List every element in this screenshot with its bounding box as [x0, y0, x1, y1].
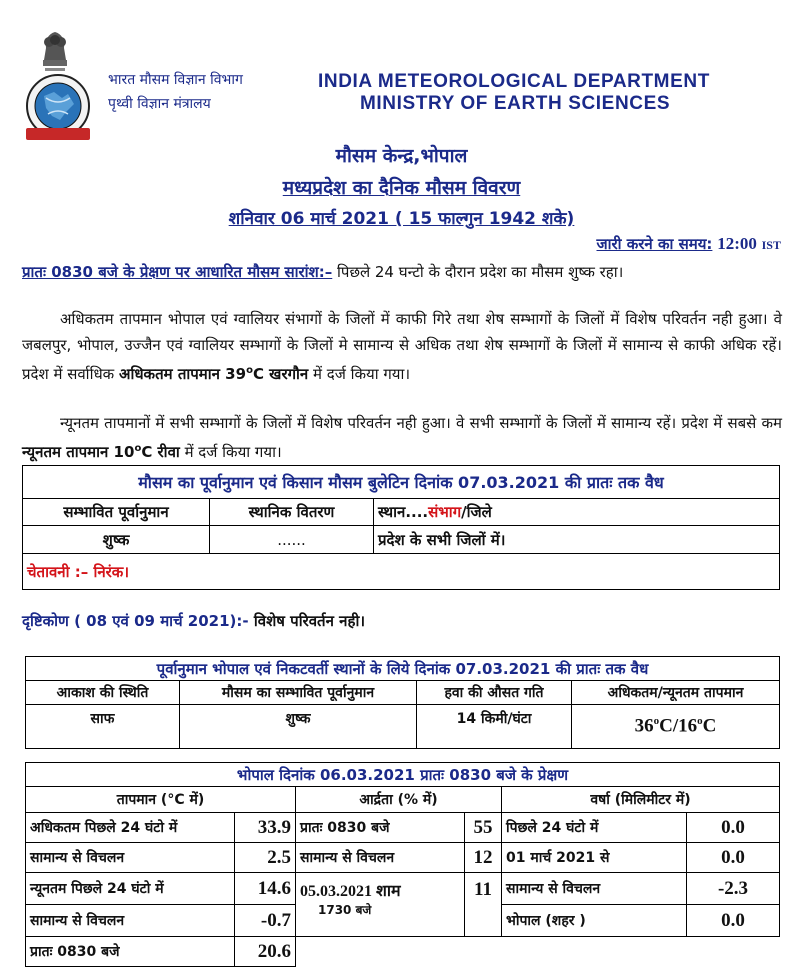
bhopal-temp-min-unit: C [702, 715, 717, 737]
obs-humidity-label: सामान्य से विचलन [296, 843, 465, 873]
header-english-line2: MINISTRY OF EARTH SCIENCES [360, 93, 671, 114]
forecast-col-location-division: संभाग [428, 503, 462, 521]
min-temp-highlight-post: C रीवा [141, 443, 180, 461]
min-temp-paragraph [22, 410, 782, 465]
obs-rain-header: वर्षा (मिलिमीटर में) [502, 787, 780, 813]
header-hindi-line2: पृथ्वी विज्ञान मंत्रालय [108, 96, 211, 112]
max-temp-highlight-post: C खरगौन [252, 365, 309, 383]
forecast-table-title: मौसम का पूर्वानुमान एवं किसान मौसम बुलेटिन दिनांक 07.03.2021 की प्रातः तक वैध [23, 466, 780, 499]
obs-rain-value: 0.0 [687, 905, 780, 937]
obs-rain-value: -2.3 [687, 873, 780, 905]
obs-temp-value: 20.6 [235, 937, 296, 967]
obs-humidity-evening-time: 1730 बजे [318, 903, 372, 917]
obs-temp-value: 33.9 [235, 813, 296, 843]
obs-humidity-value: 55 [465, 813, 502, 843]
outlook-label: दृष्टिकोण ( 08 एवं 09 मार्च 2021):- [22, 612, 249, 630]
forecast-col-distribution: स्थानिक वितरण [210, 499, 374, 526]
issue-time-label: जारी करने का समय: [596, 235, 713, 253]
min-temp-tail: में दर्ज किया गया। [179, 443, 282, 461]
max-temp-highlight [119, 365, 308, 383]
min-temp-highlight-pre: न्यूनतम तापमान 10 [22, 443, 135, 461]
obs-humidity-value: 12 [465, 843, 502, 873]
obs-rain-label: 01 मार्च 2021 से [502, 843, 687, 873]
obs-temp-label: अधिकतम पिछले 24 घंटो में [26, 813, 235, 843]
bhopal-cell-sky: साफ [26, 705, 180, 749]
obs-temp-label: सामान्य से विचलन [26, 905, 235, 937]
obs-rain-value: 0.0 [687, 843, 780, 873]
bhopal-forecast-table [25, 656, 780, 749]
obs-humidity-label: प्रातः 0830 बजे [296, 813, 465, 843]
forecast-cell-expected: शुष्क [23, 526, 210, 554]
forecast-col-expected: सम्भावित पूर्वानुमान [23, 499, 210, 526]
obs-rain-label: भोपाल (शहर ) [502, 905, 687, 937]
issue-time-value: 12:00 [717, 234, 757, 253]
summary-paragraph [22, 259, 782, 285]
bhopal-col-wind: हवा की औसत गति [417, 681, 572, 705]
forecast-col-location [374, 499, 780, 526]
obs-temp-label: प्रातः 0830 बजे [26, 937, 235, 967]
obs-humidity-header: आर्द्रता (% में) [296, 787, 502, 813]
outlook-text: विशेष परिवर्तन नही। [248, 612, 366, 630]
forecast-table [22, 465, 780, 590]
obs-temp-header: तापमान (°C में) [26, 787, 296, 813]
report-title: मध्यप्रदेश का दैनिक मौसम विवरण [282, 177, 521, 199]
max-temp-degree: o [246, 365, 253, 376]
max-temp-tail: में दर्ज किया गया। [308, 365, 411, 383]
min-temp-text: न्यूनतम तापमानों में सभी सम्भागों के जिलों में विशेष परिवर्तन नही हुआ। वे सभी सम्भागों के जिलों में सामान्य रहें। प्रदेश में सबसे कम [60, 414, 782, 432]
obs-humidity-value: 11 [465, 873, 502, 937]
obs-temp-value: -0.7 [235, 905, 296, 937]
bhopal-col-temp: अधिकतम/न्यूनतम तापमान [572, 681, 780, 705]
obs-humidity-evening [296, 873, 465, 937]
obs-temp-label: सामान्य से विचलन [26, 843, 235, 873]
observation-table [25, 762, 780, 967]
max-temp-highlight-pre: अधिकतम तापमान 39 [118, 365, 247, 383]
min-temp-degree: o [134, 443, 142, 454]
centre-title: मौसम केन्द्र,भोपाल [335, 145, 468, 167]
obs-rain-label: पिछले 24 घंटो में [502, 813, 687, 843]
max-temp-paragraph [22, 306, 782, 387]
bhopal-temp-min-degree: o [697, 715, 703, 728]
bhopal-cell-temp: 36$^o$C/16$^o$C [572, 705, 780, 749]
forecast-col-location-post: /जिले [461, 503, 492, 521]
obs-rain-value: 0.0 [687, 813, 780, 843]
obs-humidity-evening-date: 05.03.2021 शाम [300, 883, 401, 900]
imd-logo [16, 72, 100, 142]
bhopal-cell-weather: शुष्क [180, 705, 417, 749]
obs-temp-label: न्यूनतम पिछले 24 घंटो में [26, 873, 235, 905]
forecast-cell-location: प्रदेश के सभी जिलों में। [374, 526, 780, 554]
bhopal-temp-max-unit: C [659, 715, 673, 737]
bhopal-forecast-title: पूर्वानुमान भोपाल एवं निकटवर्ती स्थानों के लिये दिनांक 07.03.2021 की प्रातः तक वैध [26, 657, 780, 681]
observation-title: भोपाल दिनांक 06.03.2021 प्रातः 0830 बजे के प्रेक्षण [26, 763, 780, 787]
bhopal-temp-max-degree: o [653, 715, 660, 728]
obs-empty-cell [296, 937, 780, 967]
bhopal-temp-max: 36 [634, 715, 654, 737]
summary-intro: पिछले 24 घन्टो के दौरान प्रदेश का मौसम शुष्क रहा। [332, 263, 624, 281]
bhopal-col-sky: आकाश की स्थिति [26, 681, 180, 705]
obs-rain-label: सामान्य से विचलन [502, 873, 687, 905]
header-english-line1: INDIA METEOROLOGICAL DEPARTMENT [318, 71, 710, 92]
report-date: शनिवार 06 मार्च 2021 ( 15 फाल्गुन 1942 शके) [228, 209, 575, 229]
bhopal-col-weather: मौसम का सम्भावित पूर्वानुमान [180, 681, 417, 705]
bhopal-cell-wind: 14 किमी/घंटा [417, 705, 572, 749]
max-temp-text: अधिकतम तापमान भोपाल एवं ग्वालियर संभागों के जिलों में काफी गिरे तथा शेष सम्भागों के जिलों में विशेष परिवर्तन नही हुआ। वे जबलपुर, भोपाल, उज्जैन एवं ग्वालियर सम्भागों के जिलों मे सामान्य से अधिक तथा शेष सम्भागों के जिलों में सामान्य से काफी अधिक रहें। प्रदेश में सर्वाधिक [22, 310, 782, 383]
forecast-warning: चेतावनी :– निरंक। [23, 554, 780, 590]
header-hindi-line1: भारत मौसम विज्ञान विभाग [108, 72, 243, 88]
forecast-cell-distribution: ...... [210, 526, 374, 554]
obs-temp-value: 2.5 [235, 843, 296, 873]
min-temp-highlight [22, 443, 180, 461]
issue-time-tz: IST [761, 238, 781, 252]
forecast-col-location-pre: स्थान.... [378, 503, 429, 521]
summary-heading: प्रातः 0830 बजे के प्रेक्षण पर आधारित मौसम सारांश:– [22, 263, 333, 281]
outlook [22, 611, 365, 631]
bhopal-temp-min: 16 [678, 715, 698, 737]
issue-time [597, 234, 782, 254]
obs-temp-value: 14.6 [235, 873, 296, 905]
